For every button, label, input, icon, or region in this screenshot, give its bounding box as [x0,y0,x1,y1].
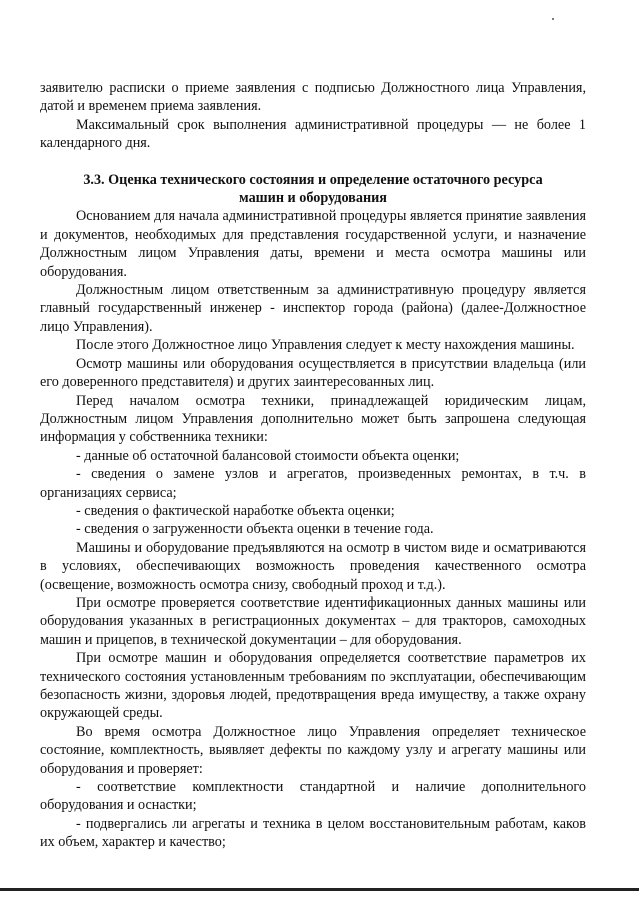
list-item: - сведения о замене узлов и агрегатов, произведенных ремонтах, в т.ч. в организациях сервиса; [40,466,586,501]
paragraph: Во время осмотра Должностное лицо Управления определяет техническое состояние, комплектность, выявляет дефекты по каждому узлу и агрегату машины или оборудования и проверяет: [40,723,586,777]
paragraph: Осмотр машины или оборудования осуществляется в присутствии владельца (или его доверенного представителя) и других заинтересованных лиц. [40,355,586,391]
list-item: - подвергались ли агрегаты и техника в целом восстановительным работам, каков их объем, характер и качество; [40,815,586,851]
document-page [40,79,586,852]
paragraph: Должностным лицом ответственным за административную процедуру является главный государственный инженер - инспектор города (района) (далее-Должностное лицо Управления). [40,282,586,335]
paragraph: При осмотре машин и оборудования определяется соответствие параметров их технического состояния установленным требованиям по эксплуатации, обеспечивающим безопасность жизни, здоровья людей, предотвращения вреда имуществу, а также охрану окружающей среды. [40,650,586,722]
paragraph: При осмотре проверяется соответствие идентификационных данных машины или оборудования указанных в регистрационных документах – для тракторов, самоходных машин и прицепов, в технической документации – для оборудования. [40,594,586,648]
section-heading: 3.3. Оценка технического состояния и определение остаточного ресурса машин и оборудования [83,171,543,207]
paragraph: Машины и оборудование предъявляются на осмотр в чистом виде и осматриваются в условиях, обеспечивающих возможность проведения качественного осмотра (освещение, возможность осмотра снизу, свободный проход и т.д.). [40,539,586,593]
list-item: - сведения о загруженности объекта оценки в течение года. [76,521,434,538]
scan-speck [552,18,554,20]
list-item: - соответствие комплектности стандартной и наличие дополнительного оборудования и оснастки; [40,779,586,814]
list-item: - сведения о фактической наработке объекта оценки; [76,502,395,519]
paragraph: Перед началом осмотра техники, принадлежащей юридическим лицам, Должностным лицом Управления дополнительно может быть запрошена следующая информация у собственника техники: [40,392,586,446]
paragraph: Максимальный срок выполнения административной процедуры — не более 1 календарного дня. [40,116,586,152]
scan-bottom-edge [0,888,639,891]
paragraph: заявителю расписки о приеме заявления с подписью Должностного лица Управления, датой и временем приема заявления. [40,80,586,115]
paragraph: Основанием для начала административной процедуры является принятие заявления и документов, необходимых для представления государственной услуги, и назначение Должностным лицом Управления даты, времени и места осмотра машины или оборудования. [40,208,586,280]
list-item: - данные об остаточной балансовой стоимости объекта оценки; [76,447,460,464]
paragraph: После этого Должностное лицо Управления следует к месту нахождения машины. [76,337,575,354]
